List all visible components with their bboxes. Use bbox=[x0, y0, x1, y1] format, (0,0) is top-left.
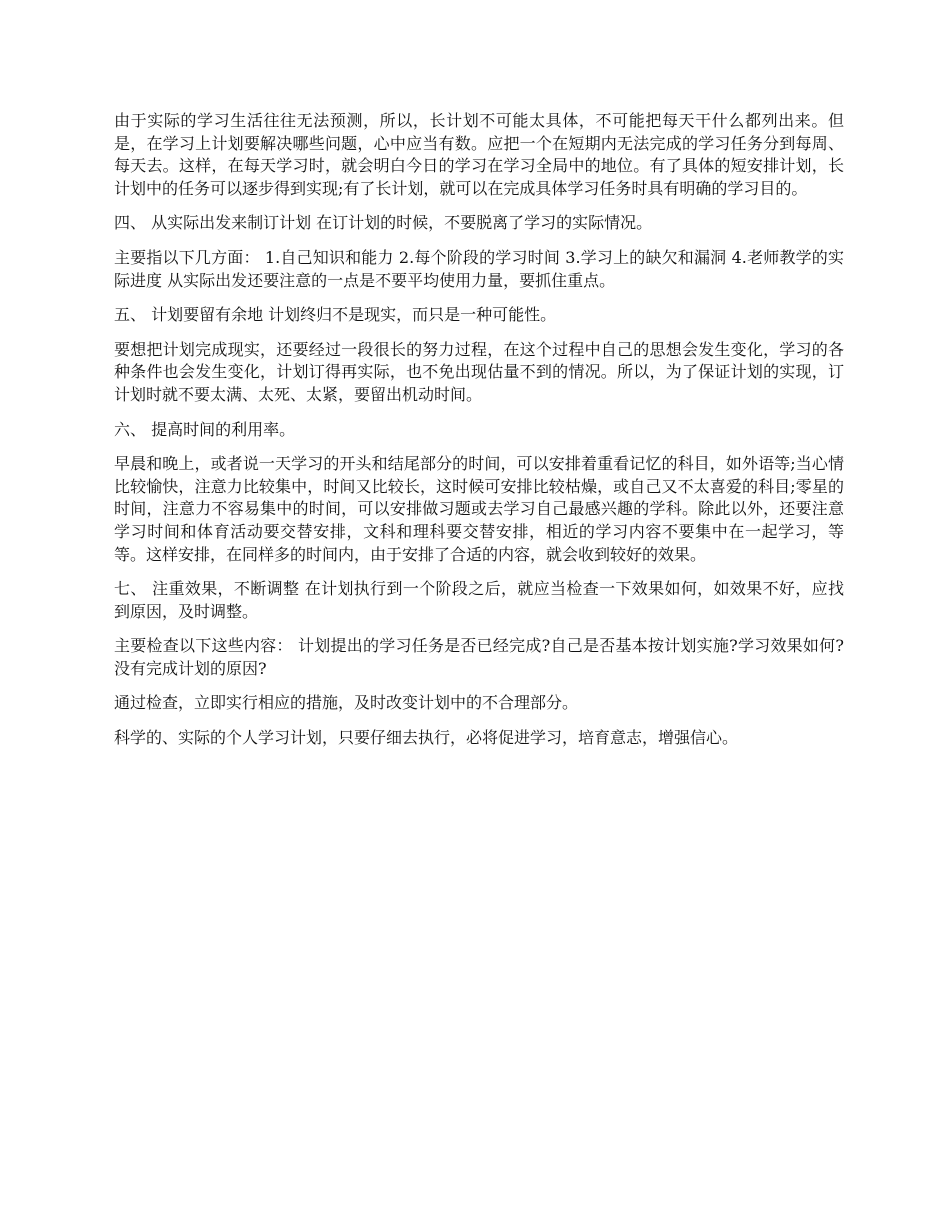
paragraph-long-plan: 由于实际的学习生活往往无法预测，所以，长计划不可能太具体，不可能把每天干什么都列出来。但是，在学习上计划要解决哪些问题，心中应当有数。应把一个在短期内无法完成的学习任务分到每周、每天去。这样，在每天学习时，就会明白今日的学习在学习全局中的地位。有了具体的短安排计划，长计划中的任务可以逐步得到实现;有了长计划，就可以在完成具体学习任务时具有明确的学习目的。 bbox=[114, 111, 844, 198]
paragraph-section-7-checks: 主要检查以下这些内容： 计划提出的学习任务是否已经完成?自己是否基本按计划实施?学习效果如何?没有完成计划的原因? bbox=[114, 636, 844, 678]
paragraph-section-4-points: 主要指以下几方面： 1.自己知识和能力 2.每个阶段的学习时间 3.学习上的缺欠和漏洞 4.老师教学的实际进度 从实际出发还要注意的一点是不要平均使用力量，要抓住重点。 bbox=[114, 247, 844, 290]
heading-section-6: 六、 提高时间的利用率。 bbox=[114, 419, 296, 439]
paragraph-section-6-body: 早晨和晚上，或者说一天学习的开头和结尾部分的时间，可以安排着重看记忆的科目，如外语等;当心情比较愉快，注意力比较集中，时间又比较长，这时候可安排比较枯燥，或自己又不太喜爱的科目;零星的时间，注意力不容易集中的时间，可以安排做习题或去学习自己最感兴趣的学科。除此以外，还要注意学习时间和体育活动要交替安排，文科和理科要交替安排，相近的学习内容不要集中在一起学习，等等。这样安排，在同样多的时间内，由于安排了合适的内容，就会收到较好的效果。 bbox=[114, 454, 844, 564]
heading-section-5: 五、 计划要留有余地 计划终归不是现实，而只是一种可能性。 bbox=[114, 305, 557, 325]
paragraph-section-5-body: 要想把计划完成现实，还要经过一段很长的努力过程，在这个过程中自己的思想会发生变化，学习的各种条件也会发生变化，计划订得再实际，也不免出现估量不到的情况。所以，为了保证计划的实现，订计划时就不要太满、太死、太紧，要留出机动时间。 bbox=[114, 339, 844, 404]
document-page bbox=[114, 110, 844, 762]
heading-section-7: 七、 注重效果，不断调整 在计划执行到一个阶段之后，就应当检查一下效果如何，如效果不好，应找到原因，及时调整。 bbox=[114, 579, 844, 621]
paragraph-section-7-actions: 通过检查，立即实行相应的措施，及时改变计划中的不合理部分。 bbox=[114, 693, 579, 713]
heading-section-4: 四、 从实际出发来制订计划 在订计划的时候，不要脱离了学习的实际情况。 bbox=[114, 213, 653, 233]
paragraph-conclusion: 科学的、实际的个人学习计划，只要仔细去执行，必将促进学习，培育意志，增强信心。 bbox=[114, 728, 739, 748]
